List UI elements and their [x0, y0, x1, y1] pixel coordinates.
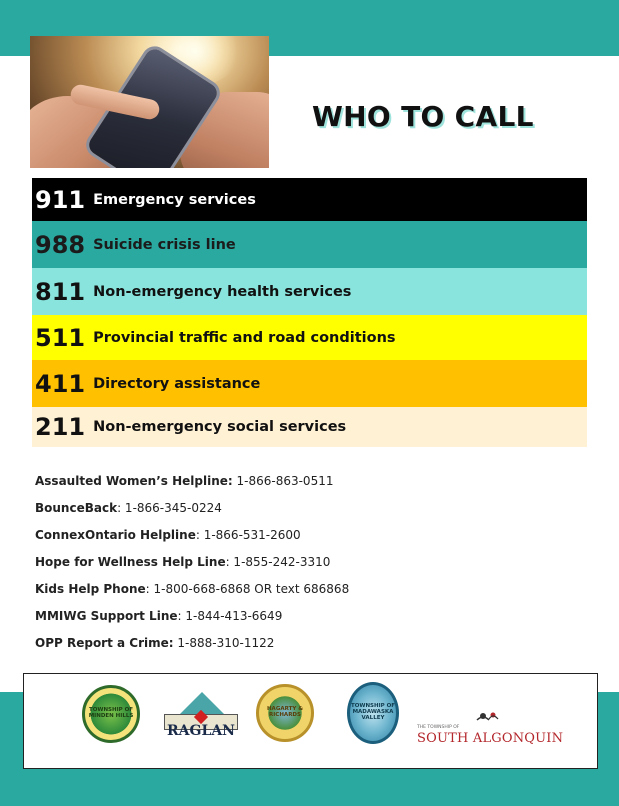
call-row-211 — [32, 407, 587, 447]
call-row-411 — [32, 360, 587, 407]
call-row-988 — [32, 221, 587, 268]
helpline-item — [35, 528, 595, 555]
call-description: Directory assistance — [93, 375, 261, 392]
call-description: Suicide crisis line — [93, 236, 236, 253]
call-description: Emergency services — [93, 191, 256, 208]
raglan-logo: RAGLAN — [164, 692, 238, 742]
south-algonquin-small-text: THE TOWNSHIP OF — [417, 725, 460, 730]
call-number: 911 — [35, 185, 86, 214]
helpline-number: : 1-800-668-6868 OR text 686868 — [145, 582, 350, 596]
helpline-item — [35, 555, 595, 582]
helpline-name: OPP Report a Crime: — [35, 636, 174, 650]
call-number: 511 — [35, 323, 86, 352]
south-algonquin-birds-icon — [474, 710, 500, 728]
helpline-name: BounceBack — [35, 501, 118, 515]
helpline-name: ConnexOntario Helpline — [35, 528, 196, 542]
helpline-name: Assaulted Women’s Helpline: — [35, 474, 233, 488]
helpline-name: MMIWG Support Line — [35, 609, 178, 623]
helpline-number: : 1-844-413-6649 — [177, 609, 283, 623]
helpline-item — [35, 474, 595, 501]
call-row-811 — [32, 268, 587, 315]
page-title: WHO TO CALL — [312, 100, 534, 133]
call-description: Provincial traffic and road conditions — [93, 329, 396, 346]
helpline-number: : 1-866-345-0224 — [117, 501, 222, 515]
call-row-511 — [32, 315, 587, 360]
phone-photo — [30, 36, 269, 168]
call-description: Non-emergency health services — [93, 283, 352, 300]
helpline-name: Hope for Wellness Help Line — [35, 555, 226, 569]
helpline-number: 1-866-863-0511 — [232, 474, 334, 488]
call-description: Non-emergency social services — [93, 419, 347, 435]
call-number: 811 — [35, 277, 86, 306]
helpline-list — [35, 474, 595, 663]
township-seal-logo: TOWNSHIP OF MINDEN HILLS — [82, 685, 140, 743]
south-algonquin-wordmark: SOUTH ALGONQUIN — [417, 731, 564, 746]
helpline-item — [35, 501, 595, 528]
helpline-number: 1-888-310-1122 — [173, 636, 275, 650]
hagarty-richards-seal-logo: HAGARTY & RICHARDS — [256, 684, 314, 742]
helpline-name: Kids Help Phone — [35, 582, 146, 596]
call-number: 211 — [35, 413, 86, 441]
call-number: 988 — [35, 230, 86, 259]
call-number: 411 — [35, 369, 86, 398]
call-number-list — [32, 178, 587, 447]
municipal-logos-box — [23, 673, 598, 769]
helpline-item — [35, 582, 595, 609]
madawaska-valley-seal-logo: TOWNSHIP OF MADAWASKA VALLEY — [347, 682, 399, 744]
helpline-number: : 1-855-242-3310 — [225, 555, 331, 569]
helpline-number: : 1-866-531-2600 — [195, 528, 301, 542]
helpline-item — [35, 609, 595, 636]
call-row-911 — [32, 178, 587, 221]
helpline-item — [35, 636, 595, 663]
